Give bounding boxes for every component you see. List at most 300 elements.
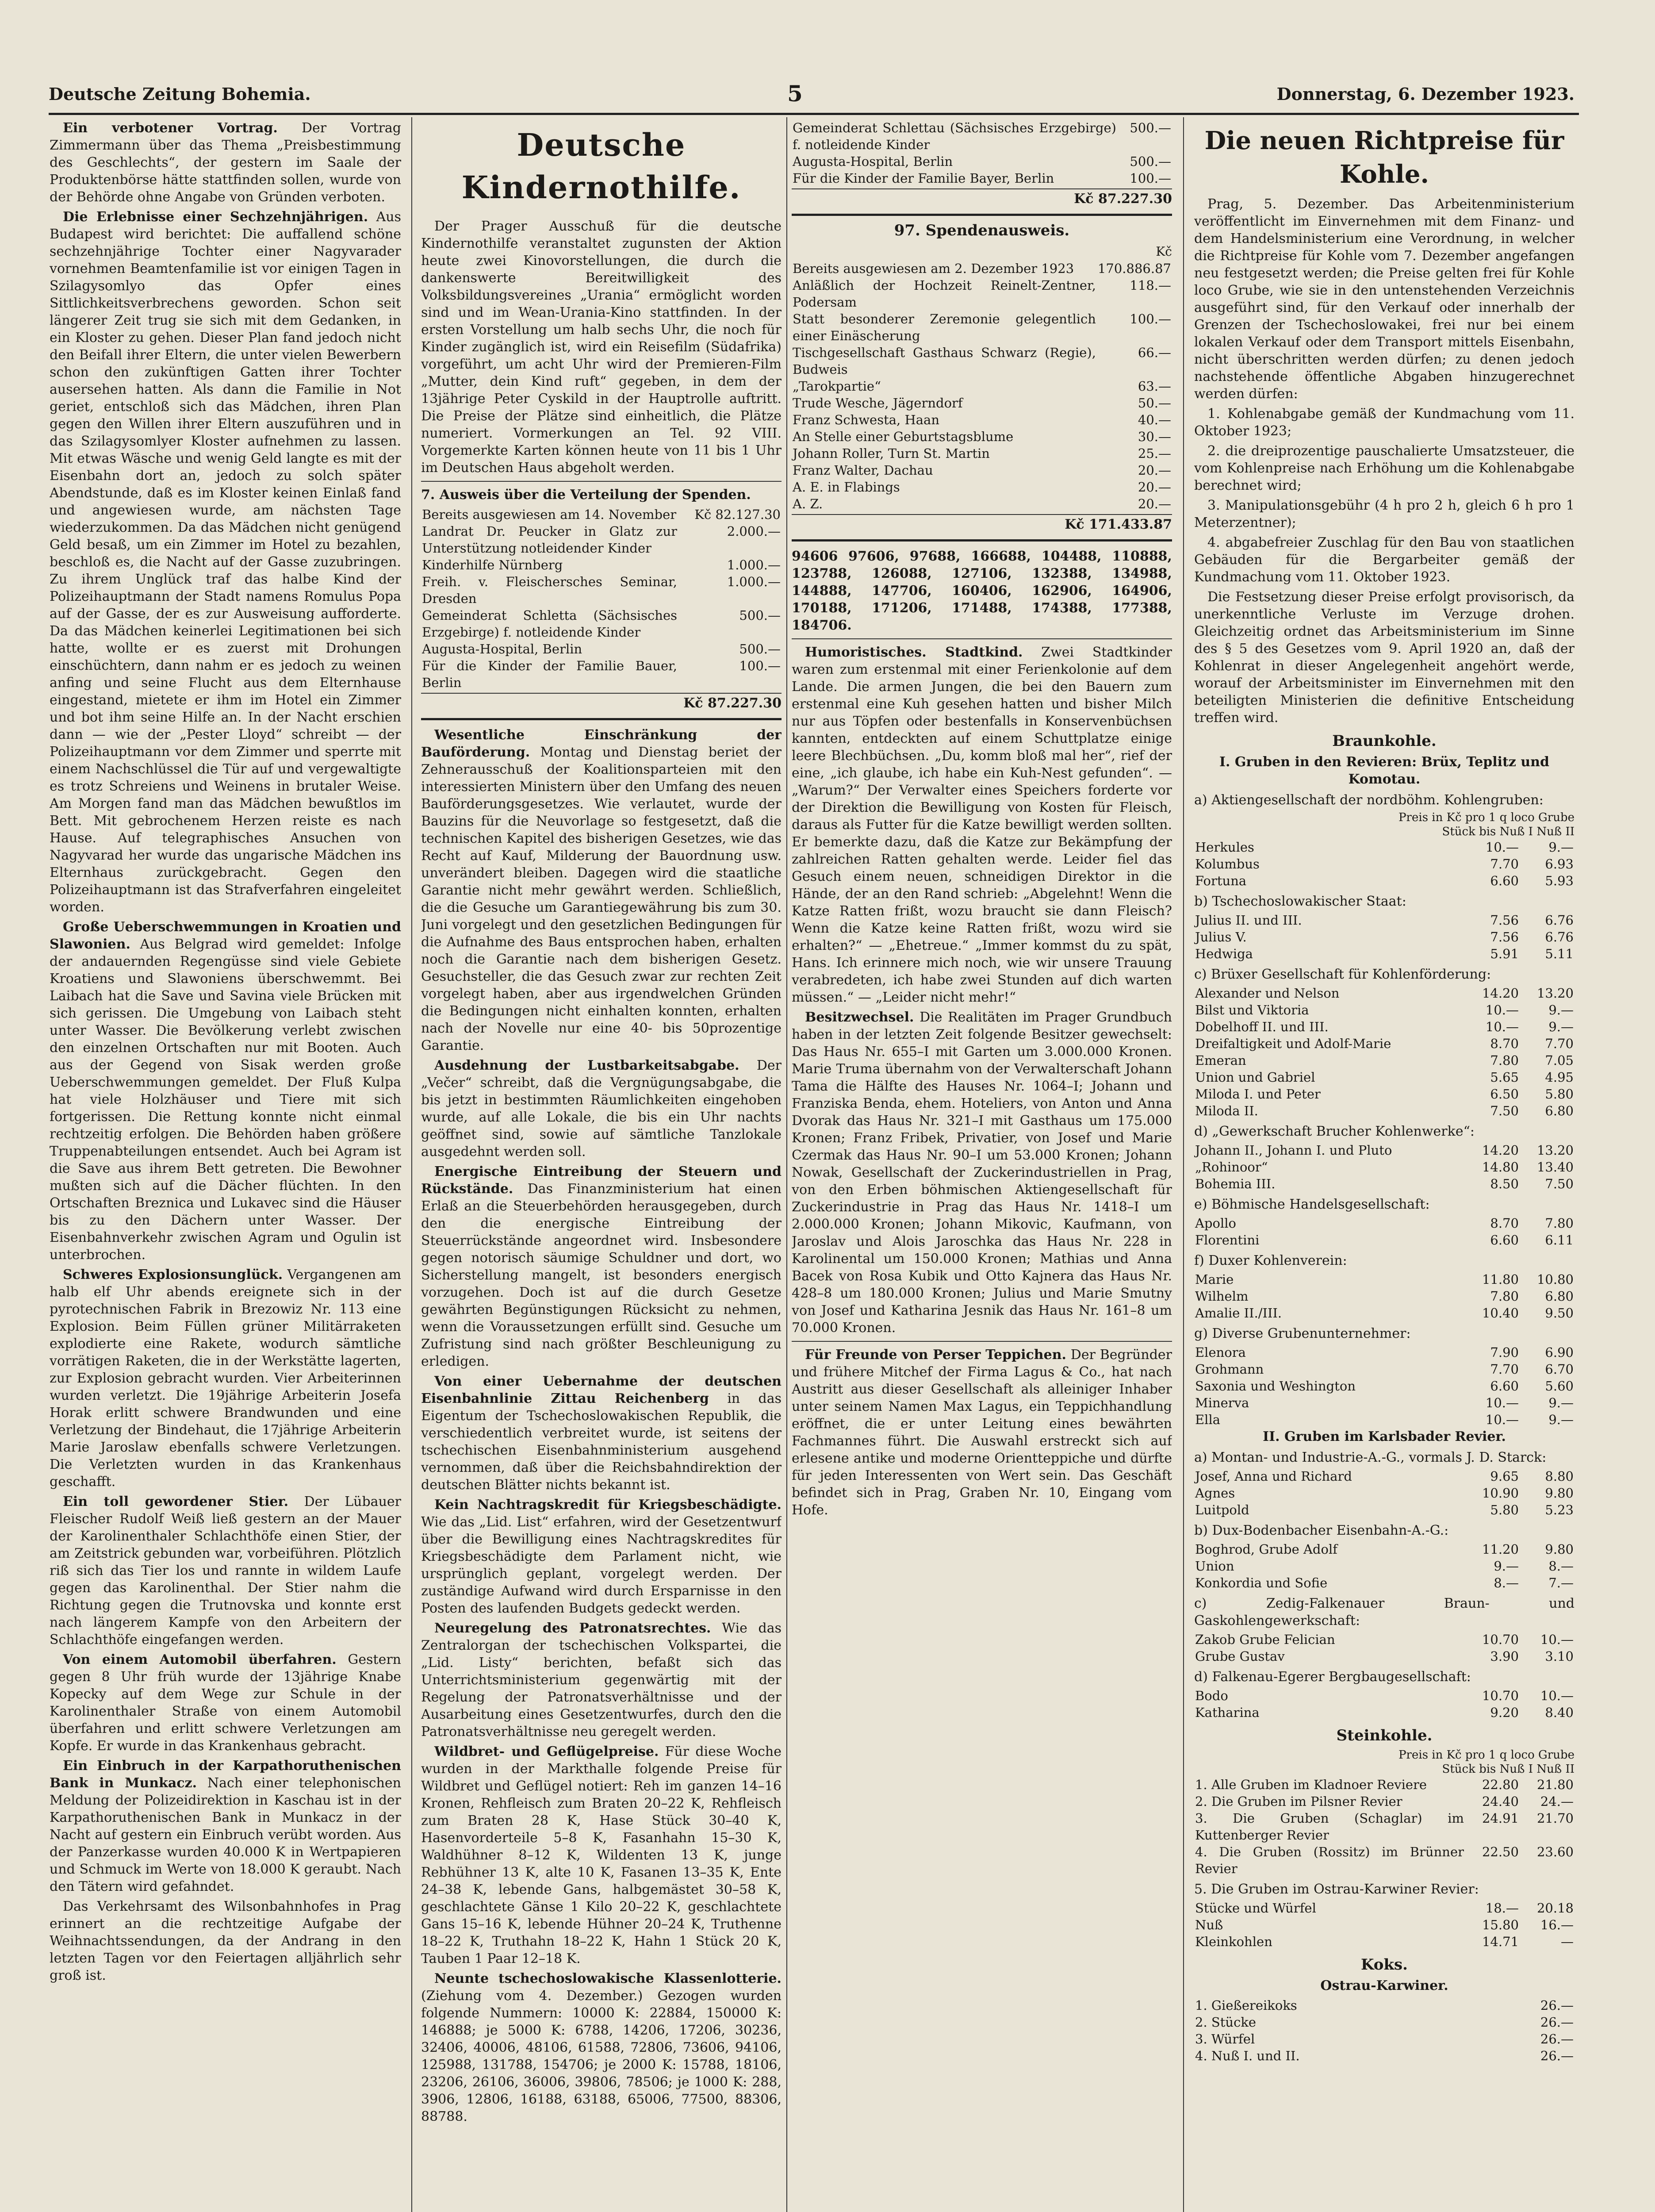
cell-name: Union	[1195, 1559, 1234, 1574]
cell-price-2: 4.95	[1545, 1070, 1574, 1085]
group-title: a) Montan- und Industrie-A.-G., vormals J. D. Starck:	[1194, 1450, 1547, 1465]
price-table	[1194, 912, 1575, 962]
cell-price-1: 11.20	[1482, 1542, 1519, 1557]
cell-name: Franz Walter, Dachau	[793, 463, 933, 478]
table-row	[1194, 1394, 1575, 1411]
article-title: Schweres Explosionsunglück.	[63, 1267, 283, 1283]
column-3	[792, 119, 1172, 2212]
price-table	[1194, 1776, 1575, 1877]
group-title: d) „Gewerkschaft Brucher Kohlenwerke“:	[1194, 1124, 1475, 1139]
cell-price-1: 5.91	[1490, 946, 1519, 961]
cell-price-2: 9.—	[1548, 1019, 1574, 1034]
article-title: Wildbret- und Geflügelpreise.	[434, 1744, 659, 1759]
article	[421, 1163, 782, 1370]
table-row	[1194, 1575, 1575, 1591]
cell-name: Landrat Dr. Peucker in Glatz zur Unterstützung notleidender Kinder	[422, 524, 677, 556]
article-title: Besitzwechsel.	[805, 1010, 914, 1025]
cell-price-2: 13.20	[1536, 986, 1574, 1001]
cell-price-1: 14.71	[1482, 1934, 1519, 1949]
table-row	[1194, 839, 1575, 856]
cell-price-1: 6.50	[1490, 1087, 1519, 1102]
table-row	[1194, 1232, 1575, 1248]
donation-table	[421, 506, 782, 691]
table-row	[792, 411, 1172, 428]
cell-price-1: 10.—	[1485, 1395, 1519, 1410]
article	[421, 1496, 782, 1617]
cell-name: Augusta-Hospital, Berlin	[793, 154, 953, 169]
cell-price-2: 24.—	[1540, 1794, 1574, 1809]
table-row	[421, 523, 782, 557]
table-row	[792, 153, 1172, 170]
article	[421, 726, 782, 1054]
cell-price-1: 10.—	[1485, 840, 1519, 855]
list-title: 7. Ausweis über die Verteilung der Spenden.	[421, 487, 751, 503]
list-item: 3. Manipulationsgebühr (4 h pro 2 h, gleich 6 h pro 1 Meterzentner);	[1194, 498, 1575, 530]
cell-name: Bodo	[1195, 1688, 1228, 1703]
cell-price-1: 6.60	[1490, 873, 1519, 888]
cell-price-1: 8.50	[1490, 1176, 1519, 1191]
price-table	[1194, 1900, 1575, 1950]
cell-price-1: 26.—	[1540, 1998, 1574, 2013]
cell-name: Apollo	[1195, 1216, 1236, 1231]
cell-price-2: —	[1561, 1934, 1574, 1949]
article	[421, 1373, 782, 1494]
cell-price-1: 10.70	[1482, 1632, 1519, 1647]
list-item: 2. die dreiprozentige pauschalierte Umsatzsteuer, die vom Kohlenpreise nach Erhöhung um die Kohlenabgabe berechnet wird;	[1194, 443, 1575, 493]
cell-name: Katharina	[1195, 1705, 1260, 1720]
table-row	[1194, 1378, 1575, 1394]
divider	[792, 214, 1172, 216]
spend-total: Kč 171.433.87	[792, 514, 1172, 533]
price-table	[1194, 1687, 1575, 1721]
cell-name: Miloda I. und Peter	[1195, 1087, 1321, 1102]
cell-name: 4. Die Gruben (Rossitz) im Brünner Revier	[1195, 1844, 1464, 1876]
price-table	[1194, 1468, 1575, 1518]
cell-value: 100.—	[1130, 311, 1171, 326]
table-row	[421, 506, 782, 523]
cell-amount: Kč 82.127.30	[694, 507, 781, 522]
cell-price-2: 6.76	[1545, 929, 1574, 945]
cell-name: Alexander und Nelson	[1195, 986, 1340, 1001]
column-divider	[1183, 117, 1184, 2212]
cell-name: 2. Die Gruben im Pilsner Revier	[1195, 1794, 1402, 1809]
cell-price-2: 7.—	[1548, 1575, 1574, 1590]
cell-name: 1. Alle Gruben im Kladnoer Reviere	[1195, 1777, 1427, 1792]
table-row	[421, 573, 782, 607]
cell-price-1: 14.80	[1482, 1160, 1519, 1175]
table-row	[1194, 929, 1575, 945]
table-row	[1194, 2014, 1575, 2031]
article-body: Montag und Dienstag beriet der Zehnerausschuß der Koalitionsparteien mit den interessierten Ministern über den Umfang des neuen Bauförderungsgesetzes. Wie verlautet, wurde der Bauzins für die Neuvorlage so festgesetzt, daß die technischen Kapitel des bisherigen Gesetzes, wie das Recht auf Kauf, Milderung der Bauordnung usw. unverändert bleiben. Dagegen wird die staatliche Garantie nicht mehr gewährt werden. Schließlich, die die Gesuche um Garantiegewährung bis zum 30. Juni vorgelegt und den gesetzlichen Bedingungen für die Aufnahme des Baus entsprochen haben, erhalten noch die Garantie nach dem bisherigen Gesetz. Gesuchsteller, die das Gesuch zwar zur rechten Zeit vorgelegt haben, aber aus irgendwelchen Gründen die Bedingungen nicht einhalten konnten, erhalten nach der Novelle nur eine 40- bis 50prozentige Garantie.	[421, 745, 782, 1053]
cell-price-2: 7.50	[1545, 1176, 1574, 1191]
cell-name: „Tarokpartie“	[793, 379, 881, 394]
cell-price-1: 22.80	[1482, 1777, 1519, 1792]
cell-price-1: 14.20	[1482, 986, 1519, 1001]
table-row	[1194, 1558, 1575, 1575]
cell-price-2: 21.70	[1536, 1811, 1574, 1826]
cell-price-1: 9.20	[1490, 1705, 1519, 1720]
cell-name: Stücke und Würfel	[1195, 1901, 1316, 1916]
cell-price-2: 10.—	[1540, 1688, 1574, 1703]
cell-price-1: 10.90	[1482, 1486, 1519, 1501]
article-title: Ausdehnung der Lustbarkeitsabgabe.	[434, 1058, 739, 1073]
article-title: Ein verbotener Vortrag.	[63, 120, 278, 136]
article-body: Gestern gegen 8 Uhr früh wurde der 13jährige Knabe Kopecky auf dem Wege zur Schule in der Karolinenthaler Straße von einem Automobil überfahren und erlitt schwere Verletzungen am Kopfe. Er wurde in das Krankenhaus gebracht.	[50, 1652, 401, 1754]
column-divider	[411, 117, 412, 2212]
column-4	[1194, 119, 1575, 2212]
table-row	[792, 445, 1172, 462]
price-table	[1194, 1215, 1575, 1248]
cell-price-1: 6.60	[1490, 1233, 1519, 1248]
cell-price-2: 7.80	[1545, 1216, 1574, 1231]
cell-name: Franz Schwesta, Haan	[793, 412, 940, 427]
table-row	[792, 311, 1172, 344]
cell-name: Julius V.	[1195, 929, 1247, 945]
table-row	[1194, 1102, 1575, 1119]
group-title: f) Duxer Kohlenverein:	[1194, 1253, 1347, 1268]
cell-name: Grube Gustav	[1195, 1649, 1285, 1664]
divider	[421, 481, 782, 482]
article-title: Ein Einbruch in der Karpathoruthenischen Bank in Munkacz.	[50, 1758, 401, 1791]
cell-value: 500.—	[739, 641, 781, 657]
section-title: Koks.	[1360, 1956, 1408, 1974]
price-table	[1194, 1271, 1575, 1321]
cell-price-2: 8.80	[1545, 1469, 1574, 1484]
cell-name: Elenora	[1195, 1345, 1246, 1360]
cell-name: Herkules	[1195, 840, 1254, 855]
cell-price-2: 5.60	[1545, 1379, 1574, 1394]
article	[50, 1651, 401, 1755]
cell-price-2: 5.23	[1545, 1502, 1574, 1517]
column-1	[50, 119, 401, 2212]
article	[421, 1743, 782, 1967]
cell-value: 40.—	[1138, 412, 1171, 427]
table-row	[1194, 1361, 1575, 1378]
cell-value: 2.000.—	[727, 524, 781, 539]
cell-price-1: 24.40	[1482, 1794, 1519, 1809]
table-row	[792, 277, 1172, 311]
spend-title: 97. Spendenausweis.	[894, 222, 1070, 239]
article-body: Wie das „Lid. List“ erfahren, wird der Gesetzentwurf über die Bewilligung eines Nachtragskredites für Kriegsbeschädigte dem Parlament nicht, wie ursprünglich geplant, vorgelegt werden. Der zuständige Aufwand wird durch Ersparnisse in den Posten des laufenden Budgets gedeckt werden.	[421, 1514, 782, 1616]
article-title: Von einer Uebernahme der deutschen Eisenbahnlinie Zittau Reichenberg	[421, 1374, 782, 1406]
cell-name: Dobelhoff II. und III.	[1195, 1019, 1329, 1034]
article-body: Vergangenen am halb elf Uhr abends ereignete sich in der pyrotechnischen Fabrik in Brezowiz Nr. 113 eine Explosion. Beim Füllen grüner Militärraketen explodierte eine Rakete, wodurch sämtliche vorrätigen Raketen, die in der Werkstätte lagerten, zur Explosion gebracht wurden. Vier Arbeiterinnen wurden verletzt. Die 19jährige Arbeiterin Josefa Horak erlitt schwere Brandwunden und eine Verletzung der Bindehaut, die 17jährige Arbeiterin Marie Jaroslaw ebenfalls schwere Verletzungen. Die Verletzten wurden in das Krankenhaus geschafft.	[50, 1267, 401, 1490]
cell-price-2: 6.93	[1545, 856, 1574, 872]
cell-name: Ella	[1195, 1412, 1221, 1427]
cell-name: Anläßlich der Hochzeit Reinelt-Zentner, Podersam	[793, 278, 1096, 310]
article-body: Nach einer telephonischen Meldung der Polizeidirektion in Kaschau ist in der Karpathoruthenischen Bank in Munkacz in der Nacht auf gestern ein Einbruch verübt worden. Aus der Panzerkasse wurden 40.000 K in Wertpapieren und Schmuck im Werte von 18.000 K geraubt. Nach den Tätern wird gefahndet.	[50, 1775, 401, 1894]
table-row	[1194, 1142, 1575, 1159]
article	[421, 1970, 782, 2125]
article-body: Das Finanzministerium hat einen Erlaß an die Steuerbehörden herausgegeben, durch den die energische Eintreibung der Steuerrückstände angeordnet wird. Insbesondere gegen notorisch säumige Schuldner und dort, wo Sicherstellung mangelt, ist besonders energisch vorzugehen. Doch ist auf die durch Gesetze gewährten Begünstigungen Rücksicht zu nehmen, wenn die Voraussetzungen erfüllt sind. Gesuche um Zufristung sind nach größter Beschleunigung zu erledigen.	[421, 1181, 782, 1369]
cell-price-2: 6.90	[1545, 1345, 1574, 1360]
article	[50, 1757, 401, 1895]
cell-value: 170.886.87	[1097, 261, 1171, 276]
cell-name: Miloda II.	[1195, 1103, 1258, 1118]
price-header: Preis in Kč pro 1 q loco Grube Stück bis Nuß I Nuß II	[1398, 811, 1575, 838]
cell-price-1: 7.70	[1490, 856, 1519, 872]
cell-value: 500.—	[1130, 120, 1171, 135]
cell-value: 118.—	[1130, 278, 1171, 293]
cell-value: 20.—	[1138, 480, 1171, 495]
page-number: 5	[787, 81, 803, 107]
masthead-title: Deutsche Zeitung Bohemia.	[49, 84, 311, 104]
table-row	[1194, 1916, 1575, 1933]
section-subtitle: I. Gruben in den Revieren: Brüx, Teplitz und Komotau.	[1219, 754, 1550, 787]
table-row	[1194, 856, 1575, 872]
article	[792, 1346, 1172, 1519]
cell-name: Kolumbus	[1195, 856, 1260, 872]
cell-price-2: 8.—	[1548, 1559, 1574, 1574]
price-table	[1194, 839, 1575, 889]
group-title: d) Falkenau-Egerer Bergbaugesellschaft:	[1194, 1669, 1471, 1685]
cell-price-1: 7.70	[1490, 1362, 1519, 1377]
cell-name: Dreifaltigkeit und Adolf-Marie	[1195, 1036, 1391, 1051]
table-row	[792, 260, 1172, 277]
table-row	[1194, 1215, 1575, 1232]
cell-value: 66.—	[1138, 345, 1171, 360]
table-row	[792, 428, 1172, 445]
cell-price-2: 9.—	[1548, 1002, 1574, 1018]
article	[50, 918, 401, 1263]
cell-name: 4. Nuß I. und II.	[1195, 2048, 1300, 2063]
cell-price-2: 6.80	[1545, 1103, 1574, 1118]
cell-value: 1.000.—	[727, 574, 781, 589]
cell-price-1: 7.50	[1490, 1103, 1519, 1118]
cell-name: Fortuna	[1195, 873, 1247, 888]
table-row	[1194, 2031, 1575, 2047]
article	[50, 1493, 401, 1648]
table-row	[792, 462, 1172, 479]
cell-value: 500.—	[1130, 154, 1171, 169]
cell-name: Florentini	[1195, 1233, 1260, 1248]
table-row	[1194, 2047, 1575, 2064]
cell-name: Boghrod, Grube Adolf	[1195, 1542, 1337, 1557]
list-total: Kč 87.227.30	[421, 693, 782, 712]
group-title: 5. Die Gruben im Ostrau-Karwiner Revier:	[1194, 1882, 1479, 1897]
cell-name: Konkordia und Sofie	[1195, 1575, 1328, 1590]
cell-price-2: 6.11	[1545, 1233, 1574, 1248]
price-table	[1194, 985, 1575, 1119]
cell-name: A. E. in Flabings	[793, 480, 900, 495]
table-row	[1194, 1002, 1575, 1018]
table-row	[792, 395, 1172, 411]
cell-name: Julius II. und III.	[1195, 913, 1302, 928]
cell-value: 63.—	[1138, 379, 1171, 394]
cell-name: Statt besonderer Zeremonie gelegentlich einer Einäscherung	[793, 311, 1096, 343]
cell-price-2: 21.80	[1536, 1777, 1574, 1792]
price-table	[1194, 1631, 1575, 1665]
cell-price-2: 10.80	[1536, 1272, 1574, 1287]
table-row	[1194, 1704, 1575, 1721]
list-item: 1. Kohlenabgabe gemäß der Kundmachung vom 11. Oktober 1923;	[1194, 406, 1575, 439]
article-title: Die Erlebnisse einer Sechzehnjährigen.	[63, 209, 368, 225]
cell-price-1: 5.80	[1490, 1502, 1519, 1517]
table-row	[1194, 1159, 1575, 1175]
article-body: Das Verkehrsamt des Wilsonbahnhofes in Prag erinnert an die rechtzeitige Aufgabe der Weihnachtssendungen, da der Andrang in den letzten Tagen vor den Feiertagen alljährlich sehr groß ist.	[50, 1899, 401, 1983]
header-rule	[49, 113, 1579, 115]
article	[50, 119, 401, 206]
table-row	[1194, 1468, 1575, 1485]
article-title: Große Ueberschwemmungen in Kroatien und Slawonien.	[50, 919, 401, 952]
article-body: Aus Budapest wird berichtet: Die auffallend schöne sechzehnjährige Tochter einer Nagyvarader vornehmen Beamtenfamilie ist vor einigen Tagen in Szilagysomlyo das Opfer eines Sittlichkeitsverbrechens geworden. Schon seit längerer Zeit trug sie sich mit dem Gedanken, in ein Kloster zu gehen. Dieser Plan fand jedoch nicht den Beifall ihrer Eltern, die unter vielen Bewerbern schon den zukünftigen Gatten ihrer Tochter ausersehen hatten. Als dann die Familie in Not geriet, entschloß sich das Mädchen, ihren Plan gegen den Willen ihrer Eltern auszuführen und in das Szilagysomlyer Kloster aufnehmen zu lassen. Mit etwas Wäsche und wenig Geld langte es mit der Eisenbahn dort an, jedoch zu solch später Abendstunde, daß es im Kloster keinen Einlaß fand und angewiesen wurde, am nächsten Tage wiederzukommen. Da das Mädchen nicht genügend Geld besaß, um ein Zimmer im Hotel zu bezahlen, beschloß es, die Nacht auf der Gasse zuzubringen. Zu ihrem Unglück traf das halbe Kind der Polizeihauptmann der Stadt namens Romulus Popa auf der Gasse, der es zur Ausweisung aufforderte. Da das Mädchen keinerlei Legitimationen bei sich hatte, wollte er es zuerst mit Drohungen einschüchtern, dann nahm er es jedoch zu weinen anfing und seine Flucht aus dem Elternhause eingestand, mietete er ihm im Hotel ein Zimmer und bot ihm seine Hilfe an. In der Nacht erschien dann — wie der „Pester Lloyd“ schreibt — der Polizeihauptmann vor dem Zimmer und sperrte mit einem Nachschlüssel die Tür auf und vergewaltigte es trotz Schreiens und Weinens in brutaler Weise. Am Morgen fand man das Mädchen bewußtlos im Bett. Mit gebrochenem Herzen reiste es nach Hause. Auf telegraphisches Ansuchen von Nagyvarad her wurde das ungarische Mädchen ins Elternhaus zurückgebracht. Gegen den Polizeihauptmann ist das Strafverfahren eingeleitet worden.	[50, 209, 401, 915]
table-row	[1194, 1502, 1575, 1518]
cell-name: 3. Die Gruben (Schaglar) im Kuttenberger Revier	[1195, 1811, 1464, 1843]
table-row	[1194, 1069, 1575, 1086]
table-row	[421, 557, 782, 573]
table-row	[1194, 1687, 1575, 1704]
article-title: Kein Nachtragskredit für Kriegsbeschädigte.	[434, 1497, 782, 1513]
cell-price-1: 5.65	[1490, 1070, 1519, 1085]
table-row	[1194, 1411, 1575, 1428]
cell-price-1: 26.—	[1540, 2048, 1574, 2063]
cell-value: 30.—	[1138, 429, 1171, 444]
cell-name: Kleinkohlen	[1195, 1934, 1272, 1949]
cell-price-2: 9.—	[1548, 1395, 1574, 1410]
cell-price-1: 11.80	[1482, 1272, 1519, 1287]
article	[421, 1057, 782, 1160]
headline-kindernothilfe: Deutsche Kindernothilfe.	[461, 127, 741, 206]
cell-price-1: 3.90	[1490, 1649, 1519, 1664]
cell-name: Augusta-Hospital, Berlin	[422, 641, 582, 657]
article-body: Der Begründer und frühere Mitchef der Firma Lagus & Co., hat nach Austritt aus dieser Gesellschaft als alleiniger Inhaber unter seinem Namen Max Lagus, ein Teppichhandlung eröffnet, die er unter Leitung eines bewährten Fachmannes führt. Die Auswahl erstreckt sich auf erlesene antike und moderne Orientteppiche und dürfte für jeden Interessenten von Wert sein. Das Geschäft befindet sich in Prag, Graben Nr. 10, Eingang vom Hofe.	[792, 1347, 1172, 1518]
cell-name: „Rohinoor“	[1195, 1160, 1268, 1175]
cell-price-2: 10.—	[1540, 1632, 1574, 1647]
cell-name: Hedwiga	[1195, 946, 1253, 961]
price-table	[1194, 1344, 1575, 1428]
cell-price-2: 6.80	[1545, 1289, 1574, 1304]
price-table	[1194, 1997, 1575, 2064]
table-row	[1194, 872, 1575, 889]
divider	[421, 718, 782, 720]
cell-price-1: 10.40	[1482, 1306, 1519, 1321]
table-row	[792, 378, 1172, 395]
cell-name: Für die Kinder der Familie Bayer, Berlin	[793, 171, 1054, 186]
table-row	[1194, 1793, 1575, 1810]
cell-name: Nuß	[1195, 1917, 1223, 1932]
cell-price-1: 22.50	[1482, 1844, 1519, 1859]
price-table	[1194, 1142, 1575, 1192]
article-title: Wesentliche Einschränkung der Bauförderung.	[421, 727, 782, 760]
lottery-numbers: 94606 97606, 97688, 166688, 104488, 110888, 123788, 126088, 127106, 132388, 134988, 144888, 147706, 160406, 162906, 164906, 170188, 171206, 171488, 174388, 177388, 184706.	[792, 549, 1172, 633]
cell-price-1: 7.80	[1490, 1053, 1519, 1068]
cell-name: Bilst und Viktoria	[1195, 1002, 1309, 1018]
article-body: Zwei Stadtkinder waren zum erstenmal mit einer Ferienkolonie auf dem Lande. Die armen Jungen, die bei den Bauern zum erstenmal eine Kuh gesehen hatten und bisher Milch nur aus Töpfen oder bestenfalls in Konservenbüchsen kannten, entdeckten auf einem Schuttplatze einige leere Blechbüchsen. „Du, komm bloß mal her“, rief der eine, „ich glaube, ich habe ein Kuh-Nest gefunden“. — „Warum?“ Der Verwalter eines Speichers forderte vor der Direktion die Bewilligung von Kosten für Fleisch, daraus als Futter für die Katze bewilligt werden sollten. Er bemerkte dazu, daß die Katze zur Bekämpfung der zahlreichen Ratten gehalten werde. Leider fiel das Gesuch einem neuen, schneidigen Direktor in die Hände, der an den Rand schrieb: „Abgelehnt! Wenn die Katze Ratten frißt, wozu braucht sie dann Fleisch? Wenn die Katze keine Ratten frißt, wozu wird sie erhalten?“ — „Ehetreue.“ „Immer kommst du zu spät, Hans. Ich erinnere mich noch, wie wir unsere Trauung verabredeten, ich habe zwei Stunden auf dich warten müssen.“ — „Leider nicht mehr!“	[792, 645, 1172, 1005]
cell-name: Luitpold	[1195, 1502, 1249, 1517]
cell-price-2: 5.11	[1545, 946, 1574, 961]
cell-value: 25.—	[1138, 446, 1171, 461]
table-row	[792, 479, 1172, 495]
cell-price-2: 5.80	[1545, 1087, 1574, 1102]
cell-price-1: 8.70	[1490, 1216, 1519, 1231]
divider	[792, 1341, 1172, 1342]
cell-price-2: 9.50	[1545, 1306, 1574, 1321]
article-body: Der Vortrag Zimmermann über das Thema „Preisbestimmung des Geschlechts“, der gestern im Saale der Produktenbörse hätte stattfinden sollen, wurde von der Behörde ohne Angabe von Gründen verboten.	[50, 120, 401, 205]
cell-price-1: 7.56	[1490, 913, 1519, 928]
article-body: Prag, 5. Dezember. Das Arbeitenministerium veröffentlicht im Einvernehmen mit dem Finanz- und dem Handelsministerium eine Verordnung, in welcher die Richtpreise für Kohle vom 7. Dezember angefangen neu festgesetzt werden; die Preise gelten frei für Kohle loco Grube, wie sie in den untenstehenden Verzeichnis ausgeführt sind, für den Verkauf oder innerhalb der Grenzen der Tschechoslowakei, frei nur bei einem lokalen Verkauf oder dem Transport mittels Eisenbahn, nicht überschritten werden dürfen; zu denen jedoch nachstehende öffentliche Abgaben hinzugerechnet werden dürfen:	[1194, 196, 1575, 402]
cell-price-1: 8.70	[1490, 1036, 1519, 1051]
table-row	[1194, 1035, 1575, 1052]
cell-name: Agnes	[1195, 1486, 1235, 1501]
cell-price-1: 18.—	[1485, 1901, 1519, 1916]
table-row	[1194, 1018, 1575, 1035]
table-row	[1194, 985, 1575, 1002]
cell-price-1: 7.80	[1490, 1289, 1519, 1304]
table-row	[1194, 1997, 1575, 2014]
group-title: a) Aktiengesellschaft der nordböhm. Kohlengruben:	[1194, 792, 1544, 808]
cell-name: Johann II., Johann I. und Pluto	[1195, 1143, 1392, 1158]
section-title: Steinkohle.	[1336, 1727, 1433, 1744]
table-row	[1194, 1086, 1575, 1102]
article-body: Aus Belgrad wird gemeldet: Infolge der andauernden Regengüsse sind viele Gebiete Kroatiens und Slawoniens überschwemmt. Bei Laibach hat die Save und Savina viele Brücken mit sich gerissen. Die Umgebung von Laibach steht unter Wasser. Die Bevölkerung verlebt zwischen den einzelnen Ortschaften nur mit Booten. Auch aus der Gegend von Sisak werden große Ueberschwemmungen gemeldet. Der Fluß Kulpa hat viele Holzhäuser und Tiere mit sich fortgerissen. Die Rettung konnte nicht einmal rechtzeitig erfolgen. Die Behörden haben größere Truppenabteilungen entsendet. Auch bei Agram ist die Save aus ihrem Bett getreten. Die Bewohner mußten sich auf die Dächer flüchten. In den Ortschaften Breznica und Lukavec sind die Häuser bis zu den Dächern unter Wasser. Der Eisenbahnverkehr zwischen Agram und Ogulin ist unterbrochen.	[50, 937, 401, 1263]
article	[50, 1266, 401, 1490]
cell-price-1: 24.91	[1482, 1811, 1519, 1826]
article-title: Ein toll gewordener Stier.	[63, 1494, 289, 1509]
article-body: in das Eigentum der Tschechoslowakischen Republik, die verschiedentlich verbreitet wurde, ist seitens der tschechischen Eisenbahnministerium ausgehend vernommen, daß über die Reichsbahndirektion der deutschen Blätter nichts bekannt ist.	[421, 1391, 782, 1493]
cell-price-2: 5.93	[1545, 873, 1574, 888]
table-row	[1194, 1810, 1575, 1843]
cell-price-1: 26.—	[1540, 2015, 1574, 2030]
cell-price-2: 23.60	[1536, 1844, 1574, 1859]
cell-price-2: 7.05	[1545, 1053, 1574, 1068]
table-row	[1194, 1900, 1575, 1916]
cell-price-2: 20.18	[1536, 1901, 1574, 1916]
table-row	[792, 170, 1172, 187]
cell-price-2: 6.70	[1545, 1362, 1574, 1377]
spend-table	[792, 260, 1172, 512]
issue-date: Donnerstag, 6. Dezember 1923.	[1276, 84, 1575, 104]
cell-price-1: 7.90	[1490, 1345, 1519, 1360]
group-title: g) Diverse Grubenunternehmer:	[1194, 1326, 1411, 1341]
divider	[792, 638, 1172, 639]
article-title: Für Freunde von Perser Teppichen.	[805, 1347, 1066, 1363]
table-row	[1194, 1631, 1575, 1648]
article-body: Für diese Woche wurden in der Markthalle folgende Preise für Wildbret und Geflügel notiert: Reh im ganzen 14–16 Kronen, Rehfleisch zum Braten 20–22 K, Rehfleisch zum Braten 28 K, Hase Stück 30–40 K, Hasenvorderteile 5–8 K, Fasanhahn 15–30 K, Waldhühner 8–12 K, Wildenten 13 K, junge Rebhühner 13 K, alte 10 K, Fasanen 13–35 K, Ente 24–38 K, lebende Gans, halbgemästet 30–58 K, geschlachtete Gänse 1 Kilo 20–22 K, geschlachtete Gans 15–16 K, lebende Hühner 20–24 K, Truthenne 18–22 K, Truthahn 18–22 K, Hahn 1 Stück 20 K, Tauben 1 Paar 12–18 K.	[421, 1744, 782, 1966]
article-title: Neuregelung des Patronatsrechtes.	[434, 1621, 711, 1636]
list-total: Kč 87.227.30	[792, 188, 1172, 207]
cell-value: 20.—	[1138, 496, 1171, 511]
article-body: (Ziehung vom 4. Dezember.) Gezogen wurden folgende Nummern: 10000 K: 22884, 150000 K: 146888; je 5000 K: 6788, 14206, 17206, 30236, 32406, 40006, 48106, 61588, 72806, 73606, 94106, 125988, 131788, 154706; je 2000 K: 15788, 18106, 23206, 26106, 36006, 39806, 78506; je 1000 K: 288, 3906, 12806, 16188, 63188, 65006, 77500, 88306, 88788.	[421, 1988, 782, 2124]
cell-value: 1.000.—	[727, 557, 781, 572]
cell-name: Amalie II./III.	[1195, 1306, 1282, 1321]
article-body: Der Lübauer Fleischer Rudolf Weiß ließ gestern an der Mauer der Karolinenthaler Schlachthöfe einen Stier, der am Zeitstrick gebunden war, vorbeiführen. Plötzlich riß sich das Tier los und rannte in wildem Laufe gegen das Karolinenthal. Der Stier nahm die Richtung gegen die Trutnovska und konnte erst nach längerem Kampfe von den Arbeitern der Schlachthöfe eingefangen werden.	[50, 1494, 401, 1647]
table-row	[1194, 1843, 1575, 1877]
cell-name: Gemeinderat Schlettau (Sächsisches Erzgebirge) f. notleidende Kinder	[793, 120, 1116, 152]
cell-price-2: 9.—	[1548, 1412, 1574, 1427]
cell-name: Minerva	[1195, 1395, 1249, 1410]
cell-price-2: 6.76	[1545, 913, 1574, 928]
article-title: Humoristisches. Stadtkind.	[805, 645, 1023, 660]
table-row	[1194, 1485, 1575, 1502]
cell-name: Tischgesellschaft Gasthaus Schwarz (Regie), Budweis	[793, 345, 1096, 377]
cell-price-2: 9.—	[1548, 840, 1574, 855]
cell-price-1: 10.70	[1482, 1688, 1519, 1703]
cell-price-2: 3.10	[1545, 1649, 1574, 1664]
article-title: Neunte tschechoslowakische Klassenlotterie.	[434, 1971, 782, 1986]
cell-price-1: 8.—	[1494, 1575, 1519, 1590]
article-body: Die Festsetzung dieser Preise erfolgt provisorisch, da unerkenntliche Verluste im Verzuge drohen. Gleichzeitig ordnet das Arbeitsministerium im Sinne des § 5 des Gesetzes vom 9. April 1920 an, daß der Kohlenrat in dieser Angelegenheit angehört werde, worauf der Arbeitsminister im Einvernehmen mit den beteiligten Ministerien die definitive Entscheidung treffen wird.	[1194, 589, 1575, 726]
cell-value: 20.—	[1138, 463, 1171, 478]
column-2	[421, 119, 782, 2212]
table-row	[792, 495, 1172, 512]
article	[421, 1620, 782, 1740]
cell-price-1: 14.20	[1482, 1143, 1519, 1158]
table-row	[792, 344, 1172, 378]
cell-name: Grohmann	[1195, 1362, 1264, 1377]
cell-name: Emeran	[1195, 1053, 1246, 1068]
cell-price-1: 7.56	[1490, 929, 1519, 945]
article-body: Der Prager Ausschuß für die deutsche Kindernothilfe veranstaltet zugunsten der Aktion heute zwei Kinovorstellungen, die durch die dankenswerte Bereitwilligkeit des Volksbildungsvereines „Urania“ ermöglicht worden sind und im Wean-Urania-Kino stattfinden. In der ersten Vorstellung um halb sechs Uhr, die noch für Kinder zugänglich ist, wird ein Reisefilm (Südafrika) vorgeführt, um acht Uhr wird der Premieren-Film „Mutter, dein Kind ruft“ gegeben, in dem der 13jährige Peter Cyskild in der Hauptrolle auftritt. Die Preise der Plätze sind einheitlich, die Plätze numeriert. Vormerkungen an Tel. 92 VIII. Vorgemerkte Karten können heute von 11 bis 1 Uhr im Deutschen Haus abgeholt werden.	[421, 219, 782, 476]
